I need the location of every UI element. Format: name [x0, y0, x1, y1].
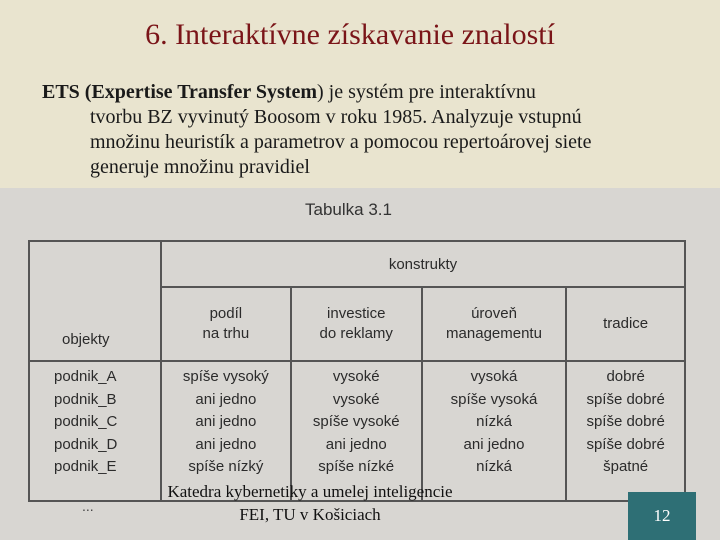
- intro-line-4: generuje množinu pravidiel: [90, 156, 310, 178]
- table-ellipsis: ...: [82, 498, 94, 514]
- footer-line-2: FEI, TU v Košiciach: [239, 505, 381, 524]
- data-table: [28, 240, 686, 502]
- intro-line-1-rest: ) je systém pre interaktívnu: [317, 81, 536, 103]
- object-label: podnik_E: [54, 458, 117, 475]
- values-column: [566, 361, 685, 501]
- page-number: 12: [628, 492, 696, 540]
- footer: [110, 480, 510, 526]
- table-cell: spíše vysoké: [312, 413, 400, 430]
- footer-line-1: Katedra kybernetiky a umelej inteligencie: [167, 482, 453, 501]
- table-cell: dobré: [606, 368, 645, 385]
- object-label: podnik_D: [54, 435, 118, 453]
- table-cell: spíše dobré: [586, 413, 665, 430]
- slide-title: 6. Interaktívne získavanie znalostí: [145, 18, 555, 51]
- table-cell: ani jedno: [195, 413, 257, 430]
- table-cell: ani jedno: [463, 435, 525, 453]
- table-cell: nízká: [476, 413, 512, 430]
- table-cell: spíše dobré: [586, 435, 665, 453]
- column-header: investice do reklamy: [291, 287, 422, 361]
- table-cell: ani jedno: [195, 390, 257, 408]
- intro-line-1: [42, 80, 688, 105]
- table-cell: spíše vysoký: [182, 368, 269, 385]
- table-cell: špatné: [603, 458, 649, 475]
- table-cell: spíše dobré: [586, 390, 665, 408]
- constructs-header: konstrukty: [161, 241, 685, 287]
- table-cell: spíše vysoká: [450, 390, 538, 408]
- intro-line-3: množinu heuristík a parametrov a pomocou repertoárovej siete: [90, 131, 592, 153]
- table-cell: ani jedno: [195, 435, 257, 453]
- table-cell: vysoké: [332, 368, 380, 385]
- intro-bold-term: ETS (Expertise Transfer System: [42, 81, 317, 103]
- column-header: podíl na trhu: [161, 287, 291, 361]
- column-header: tradice: [566, 287, 685, 361]
- table-cell: ani jedno: [325, 435, 387, 453]
- objects-header: objekty: [29, 241, 161, 361]
- table-caption: Tabulka 3.1: [305, 200, 392, 219]
- table-cell: spíše nízký: [188, 458, 264, 475]
- intro-line-2: tvorbu BZ vyvinutý Boosom v roku 1985. Analyzuje vstupnú: [90, 106, 582, 128]
- column-header: úroveň managementu: [422, 287, 567, 361]
- object-label: podnik_B: [54, 390, 117, 408]
- object-label: podnik_A: [54, 368, 117, 385]
- table-cell: nízká: [476, 458, 512, 475]
- table-cell: vysoká: [470, 368, 518, 385]
- table-cell: vysoké: [332, 390, 380, 408]
- table-cell: spíše nízké: [318, 458, 395, 475]
- intro-paragraph: [42, 80, 688, 180]
- object-label: podnik_C: [54, 413, 118, 430]
